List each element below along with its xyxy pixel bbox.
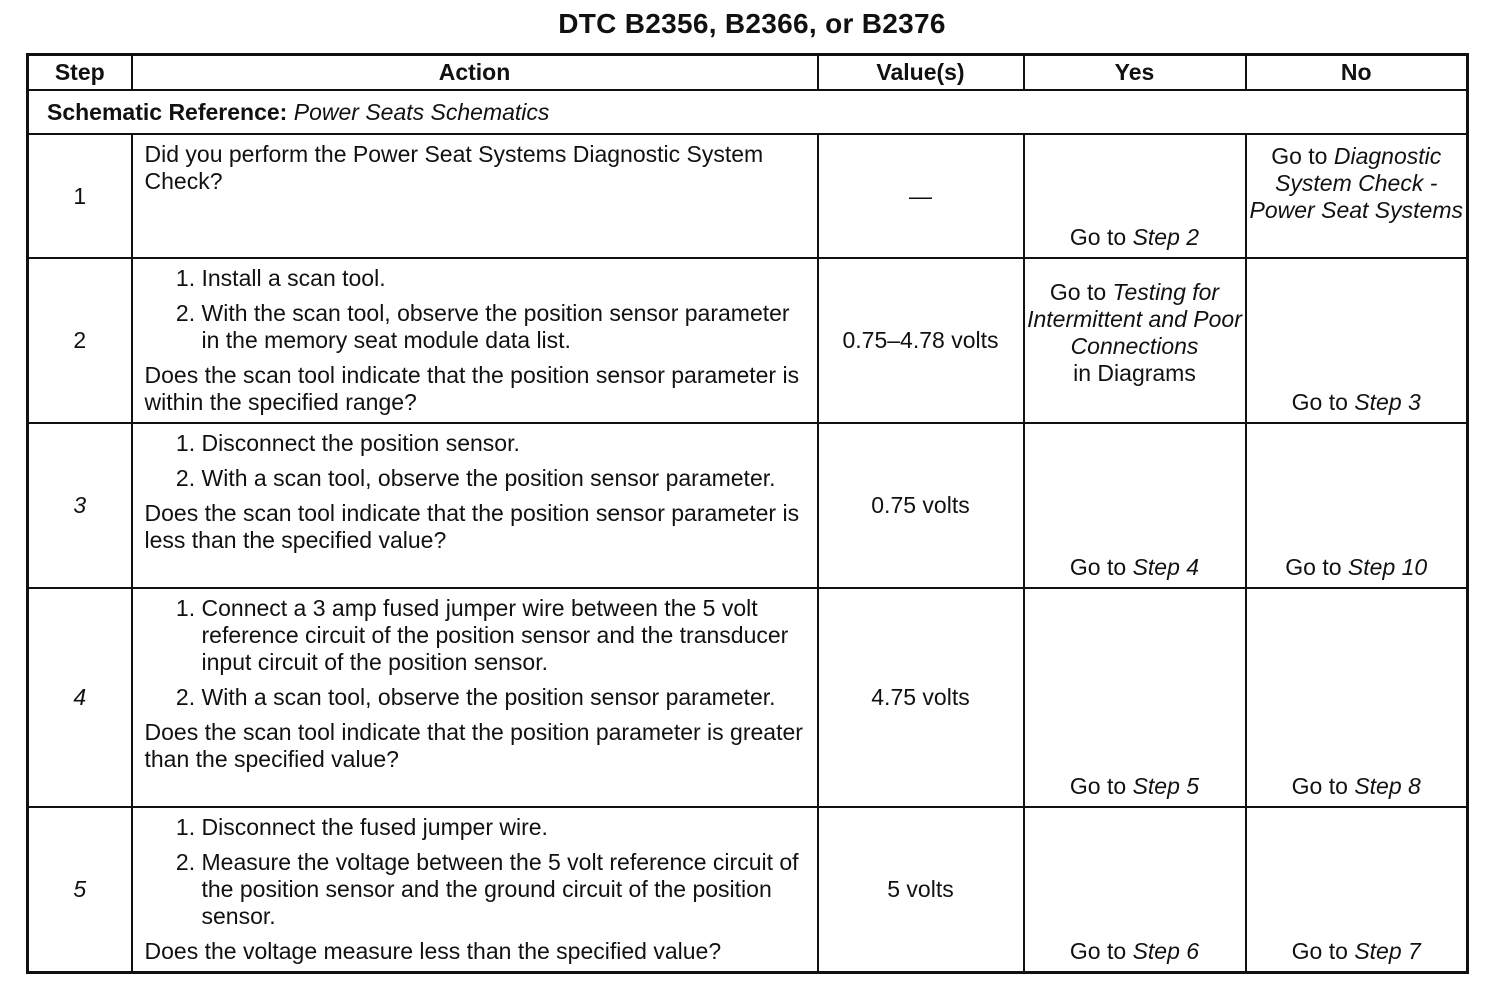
action-cell — [132, 134, 818, 258]
action-steps — [145, 430, 805, 492]
action-steps — [145, 814, 805, 930]
action-cell — [132, 588, 818, 807]
action-cell — [132, 423, 818, 588]
no-cell — [1246, 807, 1468, 972]
table-row — [28, 134, 1468, 258]
action-step-item: 2. With a scan tool, observe the position sensor parameter. — [202, 465, 805, 492]
action-question: Did you perform the Power Seat Systems Diagnostic System Check? — [144, 141, 764, 194]
action-step-item: 1. Disconnect the position sensor. — [202, 430, 805, 457]
table-row — [28, 588, 1468, 807]
yes-prefix: Go to — [1069, 773, 1133, 799]
action-question: Does the voltage measure less than the specified value? — [144, 938, 722, 964]
no-cell — [1246, 258, 1468, 423]
header-step: Step — [28, 55, 132, 91]
step-number: 3 — [28, 423, 132, 588]
diagnostic-table — [26, 53, 1469, 974]
action-step-item: 2. Measure the voltage between the 5 volt reference circuit of the position sensor and the ground circuit of the position sensor. — [202, 849, 805, 930]
action-question: Does the scan tool indicate that the position sensor parameter is within the specified range? — [144, 362, 800, 415]
no-link[interactable]: Diagnostic System Check - Power Seat Systems — [1249, 143, 1463, 223]
schematic-reference-label: Schematic Reference: — [47, 98, 288, 125]
step-number: 1 — [28, 134, 132, 258]
yes-prefix: Go to — [1069, 937, 1133, 964]
no-link[interactable]: Step 7 — [1354, 937, 1421, 964]
action-steps — [145, 265, 805, 354]
yes-link[interactable]: Testing for Intermittent and Poor Connections — [1027, 279, 1242, 359]
yes-cell — [1024, 134, 1246, 258]
no-cell — [1246, 588, 1468, 807]
yes-link[interactable]: Step 5 — [1132, 773, 1200, 799]
step-number: 5 — [28, 807, 132, 972]
yes-cell — [1024, 807, 1246, 972]
action-question: Does the scan tool indicate that the position sensor parameter is less than the specified value? — [144, 500, 800, 553]
action-step-item: 1. Install a scan tool. — [202, 265, 805, 292]
header-row — [28, 55, 1468, 91]
yes-link[interactable]: Step 4 — [1132, 554, 1200, 580]
yes-link[interactable]: Step 6 — [1132, 937, 1200, 964]
value-cell: 0.75 volts — [818, 423, 1024, 588]
action-step-item: 1. Disconnect the fused jumper wire. — [202, 814, 805, 841]
yes-prefix: Go to — [1049, 279, 1113, 305]
action-step-item: 1. Connect a 3 amp fused jumper wire between the 5 volt reference circuit of the position sensor and the transducer input circuit of the position sensor. — [202, 595, 805, 676]
value-cell: 4.75 volts — [818, 588, 1024, 807]
no-prefix: Go to — [1291, 937, 1355, 964]
no-cell — [1246, 423, 1468, 588]
action-step-item: 2. With a scan tool, observe the position sensor parameter. — [202, 684, 805, 711]
step-number: 4 — [28, 588, 132, 807]
schematic-reference-row — [28, 90, 1468, 134]
schematic-reference-link[interactable]: Power Seats Schematics — [293, 98, 550, 125]
page-title: DTC B2356, B2366, or B2376 — [558, 8, 946, 39]
table-row — [28, 423, 1468, 588]
no-prefix: Go to — [1271, 143, 1334, 169]
no-prefix: Go to — [1291, 389, 1355, 415]
header-yes: Yes — [1024, 55, 1246, 91]
no-prefix: Go to — [1285, 554, 1348, 580]
value-cell: — — [818, 134, 1024, 258]
table-row — [28, 258, 1468, 423]
value-cell: 0.75–4.78 volts — [818, 258, 1024, 423]
table-row — [28, 807, 1468, 972]
action-cell — [132, 807, 818, 972]
no-cell — [1246, 134, 1468, 258]
action-cell — [132, 258, 818, 423]
no-link[interactable]: Step 3 — [1354, 389, 1421, 415]
yes-link[interactable]: Step 2 — [1132, 224, 1200, 250]
yes-cell — [1024, 258, 1246, 423]
yes-suffix: in Diagrams — [1073, 360, 1196, 386]
action-steps — [145, 595, 805, 711]
no-prefix: Go to — [1291, 773, 1355, 799]
header-action: Action — [132, 55, 818, 91]
step-number: 2 — [28, 258, 132, 423]
yes-prefix: Go to — [1069, 554, 1133, 580]
action-question: Does the scan tool indicate that the position parameter is greater than the specified value? — [144, 719, 803, 772]
value-cell: 5 volts — [818, 807, 1024, 972]
schematic-reference — [28, 90, 1468, 134]
action-step-item: 2. With the scan tool, observe the position sensor parameter in the memory seat module data list. — [202, 300, 805, 354]
yes-cell — [1024, 588, 1246, 807]
yes-cell — [1024, 423, 1246, 588]
yes-prefix: Go to — [1069, 224, 1133, 250]
no-link[interactable]: Step 10 — [1347, 554, 1428, 580]
header-no: No — [1246, 55, 1468, 91]
header-values: Value(s) — [818, 55, 1024, 91]
no-link[interactable]: Step 8 — [1354, 773, 1421, 799]
